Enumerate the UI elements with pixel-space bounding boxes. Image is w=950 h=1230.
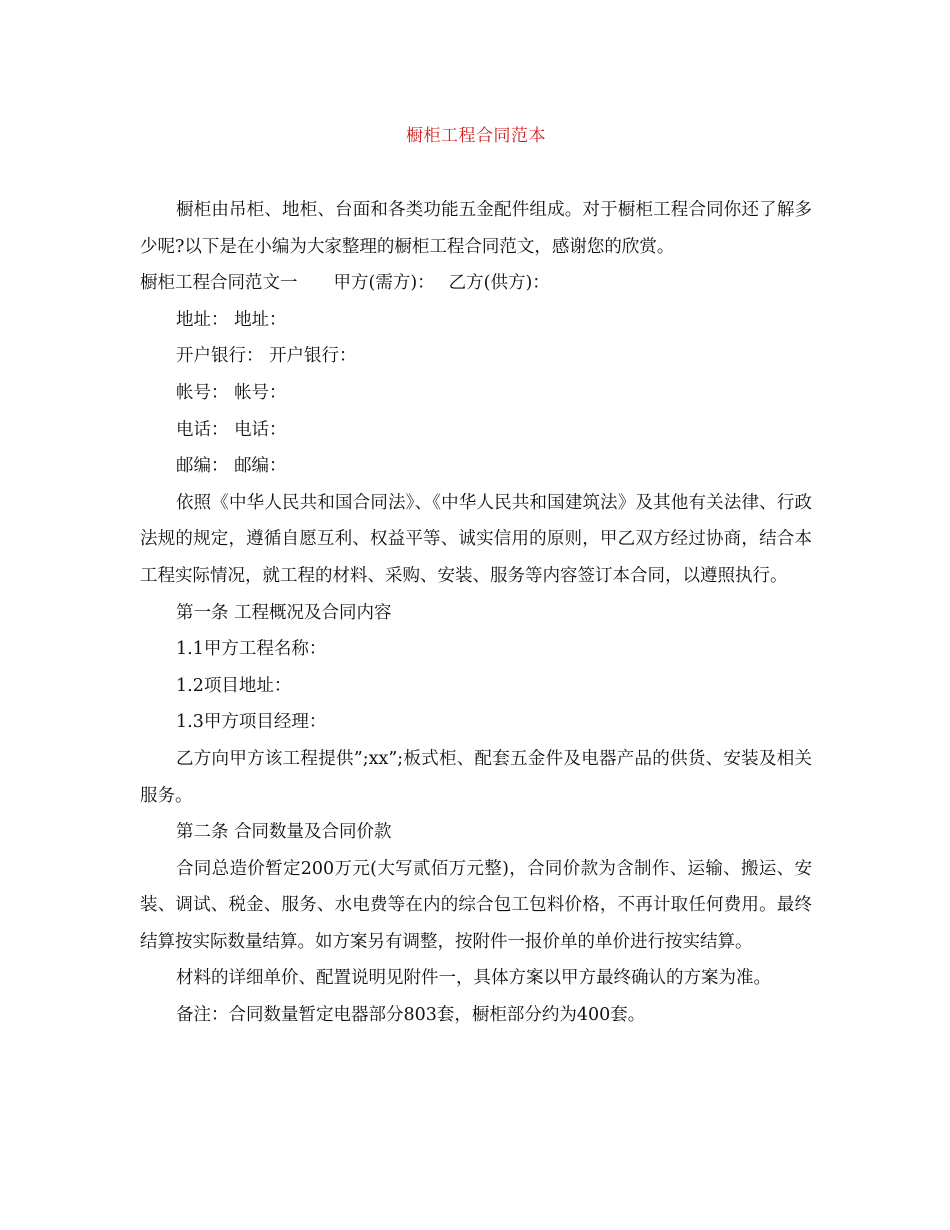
article-2-title: 第二条 合同数量及合同价款 [176,822,392,843]
party-a-label: 甲方(需方)： [333,273,435,294]
article-1-title: 第一条 工程概况及合同内容 [176,602,392,623]
intro-paragraph: 橱柜由吊柜、地柜、台面和各类功能五金配件组成。对于橱柜工程合同你还了解多少呢?以下是在小编为大家整理的橱柜工程合同范文，感谢您的欣赏。 [140,200,812,257]
party-b-label: 乙方(供方)： [448,273,550,294]
item-1-3: 1.3甲方项目经理： [176,712,327,733]
document-body [140,192,812,1034]
party-heading-row [140,265,812,302]
material-clause-paragraph: 材料的详细单价、配置说明见附件一，具体方案以甲方最终确认的方案为准。 [176,968,771,989]
price-clause-paragraph: 合同总造价暂定200万元(大写贰佰万元整)，合同价款为含制作、运输、搬运、安装、调试、税金、服务、水电费等在内的综合包工包料价格，不再计取任何费用。最终结算按实际数量结算。如方案另有调整，按附件一报价单的单价进行按实结算。 [140,858,812,952]
sample-heading: 橱柜工程合同范文一 [140,273,298,294]
account-line: 帐号： 帐号： [176,382,287,403]
bank-line: 开户银行： 开户银行： [176,346,357,367]
document-title: 橱柜工程合同范本 [406,126,546,146]
item-1-2: 1.2项目地址： [176,675,292,696]
item-1-1: 1.1甲方工程名称： [176,639,327,660]
supply-scope-paragraph: 乙方向甲方该工程提供”;xx”;板式柜、配套五金件及电器产品的供货、安装及相关服务。 [140,748,812,806]
postcode-line: 邮编： 邮编： [176,456,287,477]
remark-paragraph: 备注：合同数量暂定电器部分803套，橱柜部分约为400套。 [176,1005,646,1026]
address-line: 地址： 地址： [176,309,287,330]
legal-basis-paragraph: 依照《中华人民共和国合同法》、《中华人民共和国建筑法》及其他有关法律、行政法规的规定，遵循自愿互利、权益平等、诚实信用的原则，甲乙双方经过协商，结合本工程实际情况，就工程的材料、采购、安装、服务等内容签订本合同，以遵照执行。 [140,492,812,586]
phone-line: 电话： 电话： [176,419,287,440]
